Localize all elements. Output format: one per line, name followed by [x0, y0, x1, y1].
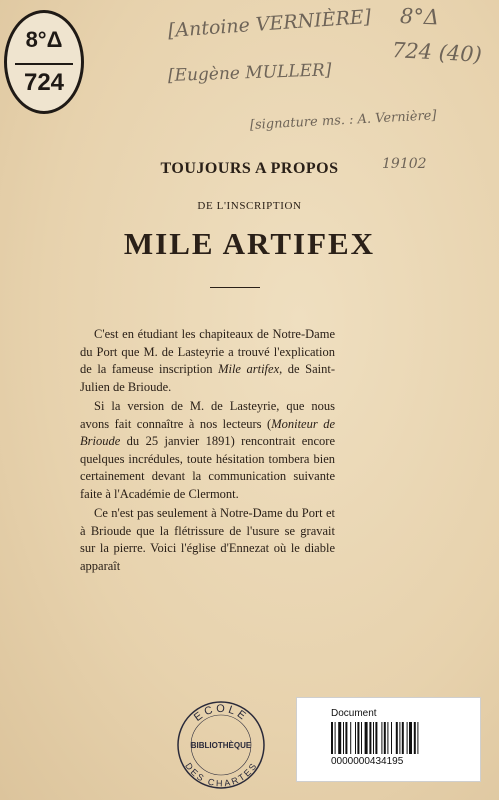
shelfmark-stamp: [4, 10, 84, 114]
barcode-bar: [338, 722, 341, 754]
library-stamp: [176, 700, 266, 790]
barcode-bar: [375, 722, 377, 754]
title-line-1: TOUJOURS A PROPOS: [160, 160, 339, 177]
barcode-bar: [331, 722, 333, 754]
barcode-bar: [365, 722, 368, 754]
barcode-bar: [414, 722, 416, 754]
main-title: MILE ARTIFEX: [123, 226, 376, 261]
stamp-text-bottom: DES CHARTES: [183, 760, 259, 789]
handwritten-shelf-1: 8°Δ: [399, 4, 440, 30]
handwritten-author-1: [Antoine VERNIÈRE]: [167, 5, 372, 42]
barcode-caption: Document: [331, 708, 377, 719]
barcode-bar: [387, 722, 388, 754]
barcode-bar: [355, 722, 356, 754]
stamp-number: 724: [23, 69, 65, 96]
barcode-bar: [381, 722, 382, 754]
barcode-bar: [373, 722, 374, 754]
handwritten-signature-note: [signature ms. : A. Vernière]: [249, 108, 437, 133]
barcode-number: 0000000434195: [331, 756, 404, 767]
body-text: [80, 326, 335, 577]
handwritten-shelf-2: 724 (40): [391, 38, 483, 67]
barcode-bar: [369, 722, 371, 754]
paragraph-1-italic: Mile artifex: [218, 362, 280, 376]
barcode-bar: [350, 722, 351, 754]
paragraph-2-text-a: Si la version de M. de Lasteyrie, que nous avons fait connaître à nos lecteurs (: [80, 399, 335, 431]
barcode-bar: [391, 722, 392, 754]
paragraph-1: [80, 326, 335, 396]
handwritten-number: 19102: [382, 156, 427, 172]
title-rule: [210, 287, 260, 288]
barcode-bar: [409, 722, 412, 754]
barcode-bar: [343, 722, 344, 754]
barcode-bar: [345, 722, 347, 754]
paragraph-2-italic: Moniteur de Brioude: [80, 416, 335, 448]
barcode-bar: [335, 722, 336, 754]
title-line-2: DE L'INSCRIPTION: [197, 200, 302, 212]
paragraph-2-text-b: du 25 janvier 1891) rencontrait encore quelques incrédules, toute hésitation tombera bien certainement devant la communication suivante faite à l'Académie de Clermont.: [80, 434, 335, 501]
barcode-bar: [402, 722, 404, 754]
paragraph-2: [80, 398, 335, 503]
barcode-icon: [331, 722, 449, 754]
paragraph-3: Ce n'est pas seulement à Notre-Dame du Port et à Brioude que la flétrissure de l'usure se gravait sur la pierre. Voici l'église d'Ennezat où le diable apparaît: [80, 506, 335, 573]
stamp-shelf-text: 8°Δ: [25, 27, 63, 52]
barcode-bar: [384, 722, 386, 754]
paragraph-1-text-b: , de Saint-Julien de Brioude.: [80, 362, 335, 394]
stamp-text-middle: BIBLIOTHÈQUE: [190, 741, 252, 750]
stamp-divider: [15, 63, 73, 65]
barcode-label: [296, 697, 481, 782]
barcode-bar: [396, 722, 398, 754]
paragraph-1-text-a: C'est en étudiant les chapiteaux de Notre-Dame du Port que M. de Lasteyrie a trouvé l'explication de la fameuse inscription: [80, 327, 335, 376]
barcode-bar: [399, 722, 400, 754]
handwritten-author-2: [Eugène MULLER]: [167, 60, 332, 86]
stamp-text-top: ECOLE: [191, 702, 251, 724]
barcode-bar: [357, 722, 359, 754]
barcode-bar: [361, 722, 362, 754]
barcode-bar: [417, 722, 418, 754]
barcode-bar: [407, 722, 408, 754]
